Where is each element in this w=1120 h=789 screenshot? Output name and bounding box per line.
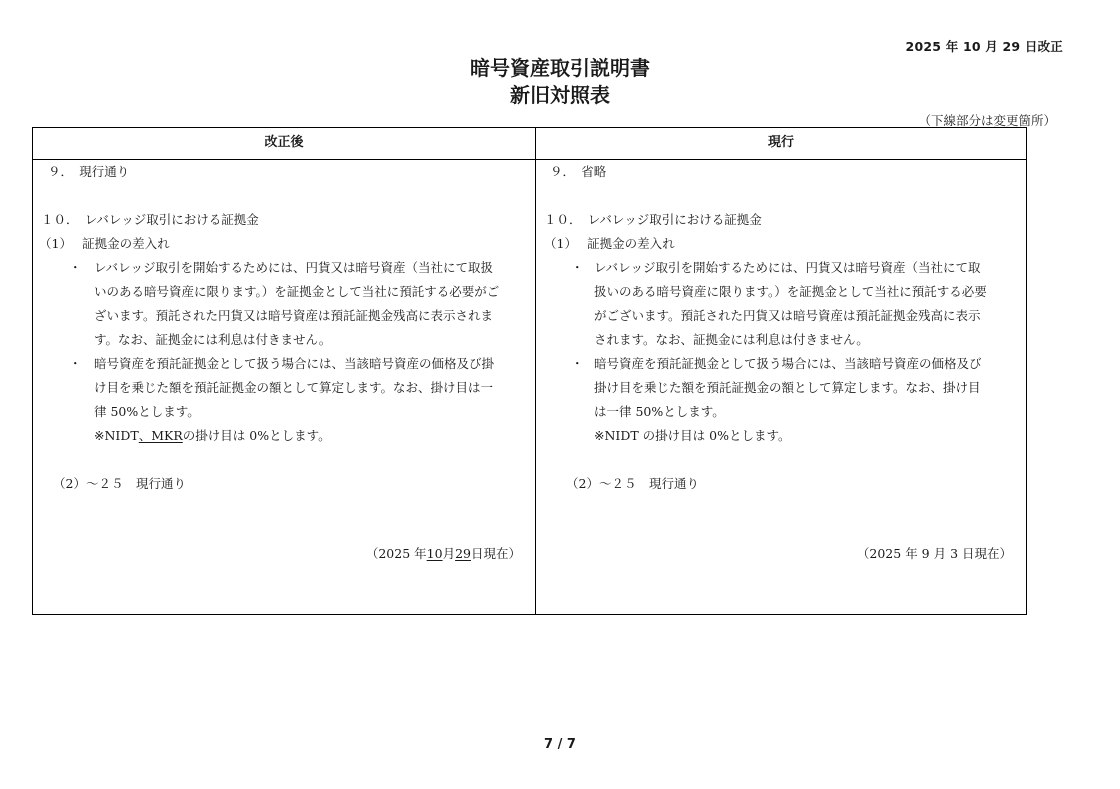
paragraph-line: がございます。預託された円貨又は暗号資産は預託証拠金残高に表示 <box>594 308 981 323</box>
paragraph-line: 扱いのある暗号資産に限ります。）を証拠金として当社に預託する必要 <box>594 284 987 299</box>
document-subtitle: 新旧対照表 <box>510 83 610 107</box>
document-title: 暗号資産取引説明書 <box>470 56 650 80</box>
note-text-changed: 、MKR <box>138 428 183 443</box>
paragraph-line: す。なお、証拠金には利息は付きません。 <box>94 332 332 347</box>
paragraph-line: 暗号資産を預託証拠金として扱う場合には、当該暗号資産の価格及び <box>594 356 982 371</box>
paragraph-line: 掛け目を乗じた額を預託証拠金の額として算定します。なお、掛け目 <box>594 380 981 395</box>
effective-date <box>366 544 521 564</box>
header-revised: 改正後 <box>264 135 304 150</box>
section-10-1: （1） 証拠金の差入れ <box>544 236 675 251</box>
date-text: 月 <box>442 546 456 561</box>
current-column <box>536 160 1026 614</box>
section-9: ９． 現行通り <box>48 164 130 179</box>
paragraph-line: レバレッジ取引を開始するためには、円貨又は暗号資産（当社にて取 <box>594 260 981 275</box>
paragraph-line: 暗号資産を預託証拠金として扱う場合には、当該暗号資産の価格及び掛 <box>94 356 495 371</box>
margin-note <box>94 426 331 446</box>
paragraph-line: け目を乗じた額を預託証拠金の額として算定します。なお、掛け目は一 <box>94 380 494 395</box>
effective-date: （2025 年 9 月 3 日現在） <box>856 546 1012 561</box>
bullet: ・ <box>69 260 82 275</box>
underline-note: （下線部分は変更箇所） <box>918 113 1056 128</box>
paragraph-line: は一律 50%とします。 <box>594 404 725 419</box>
section-2-25: （2）～２５ 現行通り <box>566 476 699 491</box>
bullet: ・ <box>571 260 584 275</box>
paragraph-line: されます。なお、証拠金には利息は付きません。 <box>594 332 869 347</box>
section-10-1: （1） 証拠金の差入れ <box>39 236 170 251</box>
date-text: （2025 年 <box>365 546 427 561</box>
revision-date: 2025 年 10 月 29 日改正 <box>905 39 1063 54</box>
page-number: 7 / 7 <box>544 737 576 752</box>
revised-column <box>33 160 535 614</box>
section-2-25: （2）～２５ 現行通り <box>53 476 186 491</box>
paragraph-line: ざいます。預託された円貨又は暗号資産は預託証拠金残高に表示されま <box>94 308 494 323</box>
section-10-title: １０． レバレッジ取引における証拠金 <box>41 212 259 227</box>
date-text: 日現在） <box>470 546 521 561</box>
note-text: の掛け目は 0%とします。 <box>182 428 331 443</box>
date-day-changed: 29 <box>455 546 471 561</box>
paragraph-line: 律 50%とします。 <box>94 404 200 419</box>
date-month-changed: 10 <box>426 546 443 561</box>
section-10-title: １０． レバレッジ取引における証拠金 <box>544 212 762 227</box>
bullet: ・ <box>69 356 82 371</box>
paragraph-line: いのある暗号資産に限ります。）を証拠金として当社に預託する必要がご <box>94 284 500 299</box>
bullet: ・ <box>571 356 584 371</box>
comparison-table <box>32 127 1027 615</box>
note-text: ※NIDT <box>94 428 139 443</box>
margin-note: ※NIDT の掛け目は 0%とします。 <box>594 428 791 443</box>
header-current: 現行 <box>767 135 794 150</box>
section-9: ９． 省略 <box>550 164 607 179</box>
paragraph-line: レバレッジ取引を開始するためには、円貨又は暗号資産（当社にて取扱 <box>94 260 494 275</box>
